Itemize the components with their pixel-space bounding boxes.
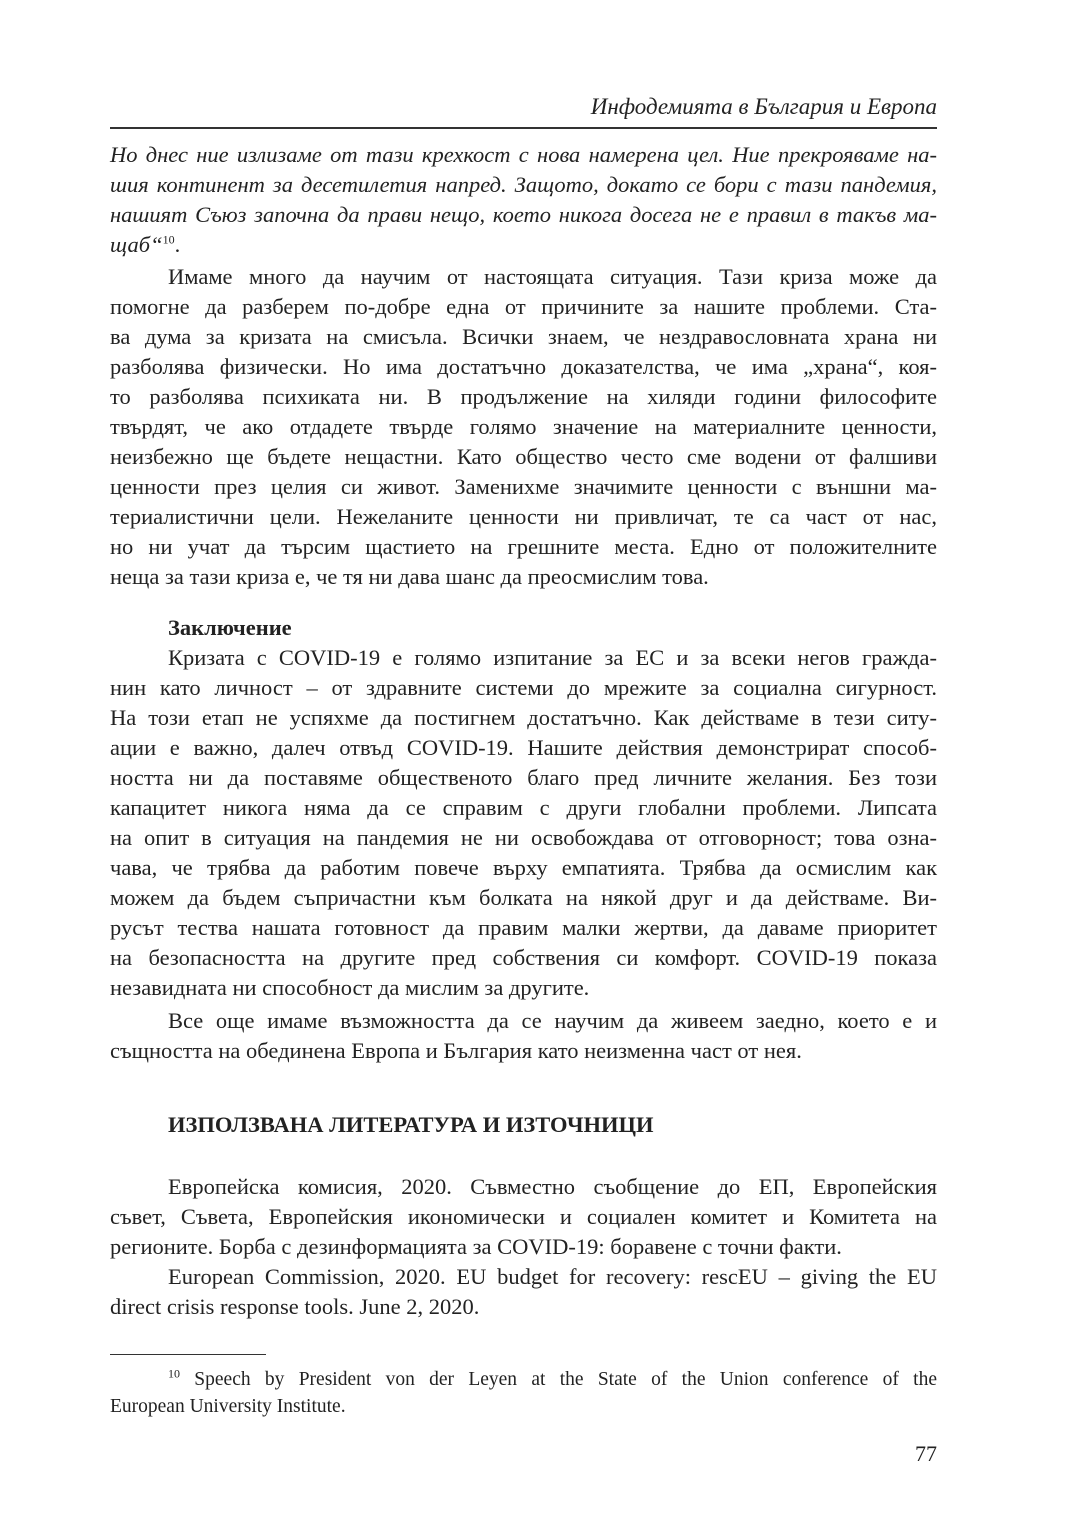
text-line: но ни учат да търсим щастието на грешните места. Едно от положителните xyxy=(110,534,937,559)
quote-line: нашият Съюз започна да прави нещо, което никога досега не е правил в такъв ма- xyxy=(110,202,937,227)
text-line: ценности през целия си живот. Заменихме значимите ценности с външни ма- xyxy=(110,474,937,499)
text-line: на безопасността на другите пред собствения си комфорт. COVID-19 показа xyxy=(110,945,937,970)
text-line: Все още имаме възможността да се научим да живеем заедно, което е и xyxy=(168,1008,937,1033)
footnote-line: European University Institute. xyxy=(110,1396,346,1417)
quote-line-last: щаб“$^{10}$. xyxy=(110,232,181,257)
footnote-ref[interactable]: 10 xyxy=(162,232,175,247)
text-line: На този етап не успяхме да постигнем достатъчно. Как действаме в тези ситу- xyxy=(110,705,937,730)
references-heading: ИЗПОЛЗВАНА ЛИТЕРАТУРА И ИЗТОЧНИЦИ xyxy=(168,1112,654,1137)
text-line: direct crisis response tools. June 2, 2020. xyxy=(110,1294,480,1319)
running-header: Инфодемията в България и Европа xyxy=(590,94,937,119)
text-line: същността на обединена Европа и България като неизменна част от нея. xyxy=(110,1038,802,1063)
text-line: помогне да разберем по-добре една от причините за нашите проблеми. Ста- xyxy=(110,294,937,319)
text-line: русът тества нашата готовност да правим малки жертви, да даваме приоритет xyxy=(110,915,937,940)
text-line: ността ни да поставяме общественото благо пред личните желания. Без този xyxy=(110,765,937,790)
quote-line: шия континент за десетилетия напред. Защото, докато се бори с тази пандемия, xyxy=(110,172,937,197)
header-rule xyxy=(110,127,937,129)
footnote-line: $^{10}$ Speech by President von der Leyen at the State of the Union conference of the xyxy=(168,1366,937,1390)
text-line: European Commission, 2020. EU budget for recovery: rescEU – giving the EU xyxy=(168,1264,937,1289)
text-line: то разболява психиката ни. В продължение на хиляди години философите xyxy=(110,384,937,409)
text-line: териалистични цели. Нежеланите ценности ни привличат, те са част от нас, xyxy=(110,504,937,529)
text-line: твърдят, че ако отдадете твърде голямо значение на материалните ценности, xyxy=(110,414,937,439)
text-line: Европейска комисия, 2020. Съвместно съобщение до ЕП, Европейския xyxy=(168,1174,937,1199)
text-line: ва дума за кризата на смисъла. Всички знаем, че нездравословната храна ни xyxy=(110,324,937,349)
page-number: 77 xyxy=(915,1441,937,1466)
text-line: Кризата с COVID-19 е голямо изпитание за ЕС и за всеки негов гражда- xyxy=(168,645,937,670)
text-line: разболява физически. Но има достатъчно доказателства, че има „храна“, коя- xyxy=(110,354,937,379)
text-line: Имаме много да научим от настоящата ситуация. Тази криза може да xyxy=(168,264,937,289)
text-line: чава, че трябва да работим повече върху емпатията. Трябва да осмислим как xyxy=(110,855,937,880)
text-line: на опит в ситуация на пандемия не ни освобождава от отговорност; това озна- xyxy=(110,825,937,850)
footnote-rule xyxy=(110,1354,266,1355)
text-line: ации е важно, далеч отвъд COVID-19. Нашите действия демонстрират способ- xyxy=(110,735,937,760)
text-line: можем да бъдем съпричастни към болката на някой друг и да действаме. Ви- xyxy=(110,885,937,910)
quote-line: Но днес ние излизаме от тази крехкост с нова намерена цел. Ние прекрояваме на- xyxy=(110,142,937,167)
text-line: капацитет никога няма да се справим с други глобални проблеми. Липсата xyxy=(110,795,937,820)
text-line: неща за тази криза е, че тя ни дава шанс да преосмислим това. xyxy=(110,564,709,589)
text-line: съвет, Съвета, Европейския икономически и социален комитет и Комитета на xyxy=(110,1204,937,1229)
text-line: регионите. Борба с дезинформацията за COVID-19: боравене с точни факти. xyxy=(110,1234,842,1259)
text-line: нин като личност – от здравните системи до мрежите за социална сигурност. xyxy=(110,675,937,700)
conclusion-heading: Заключение xyxy=(168,615,292,640)
text-line: незавидната ни способност да мислим за другите. xyxy=(110,975,590,1000)
text-line: неизбежно ще бъдете нещастни. Като общество често сме водени от фалшиви xyxy=(110,444,937,469)
